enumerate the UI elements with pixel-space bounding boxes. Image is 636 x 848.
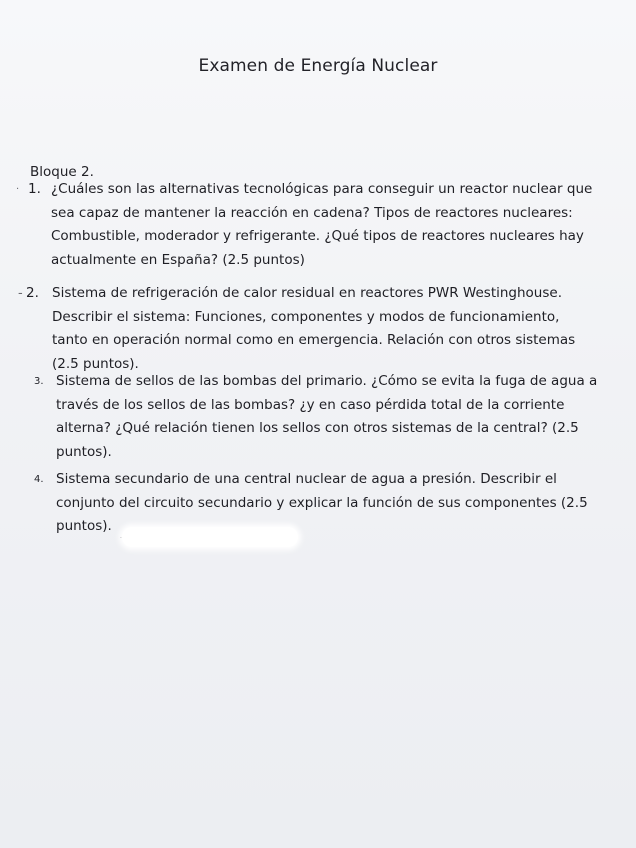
question-4-line: puntos). [56, 518, 112, 534]
question-3-line: puntos). [56, 443, 112, 460]
question-1-line: Combustible, moderador y refrigerante. ¿Qué tipos de reactores nucleares hay [51, 228, 584, 244]
question-4 [30, 468, 620, 539]
question-3-line: alterna? ¿Qué relación tienen los sellos con otros sistemas de la central? (2.5 [56, 420, 579, 436]
question-4-number: 4. [34, 474, 44, 485]
question-2-margin-mark: - [18, 286, 23, 301]
question-1-margin-mark: · [16, 184, 20, 195]
question-1-number: 1. [28, 181, 41, 197]
exam-title: Examen de Energía Nuclear [198, 56, 438, 76]
question-4-line: conjunto del circuito secundario y explicar la función de sus componentes (2.5 [56, 494, 588, 511]
question-1-line: ¿Cuáles son las alternativas tecnológicas para conseguir un reactor nuclear que [51, 181, 593, 197]
block-label: Bloque 2. [30, 164, 94, 180]
question-3-line: Sistema de sellos de las bombas del primario. ¿Cómo se evita la fuga de agua a [56, 373, 598, 389]
redaction-mark [122, 527, 298, 547]
question-3-line: través de los sellos de las bombas? ¿y en caso pérdida total de la corriente [56, 396, 565, 413]
question-2-line: tanto en operación normal como en emergencia. Relación con otros sistemas [52, 332, 576, 348]
question-4-line: Sistema secundario de una central nuclear de agua a presión. Describir el [56, 471, 557, 487]
question-2-line: Sistema de refrigeración de calor residual en reactores PWR Westinghouse. [52, 285, 562, 301]
question-3-number: 3. [34, 376, 44, 387]
question-2-line: (2.5 puntos). [52, 355, 139, 372]
question-1 [16, 178, 620, 272]
question-2-number: 2. [26, 285, 39, 301]
question-2 [18, 282, 618, 376]
question-2-line: Describir el sistema: Funciones, componentes y modos de funcionamiento, [52, 308, 560, 325]
question-3 [30, 370, 620, 464]
question-1-line: sea capaz de mantener la reacción en cadena? Tipos de reactores nucleares: [51, 204, 573, 221]
question-1-line: actualmente en España? (2.5 puntos) [51, 251, 305, 268]
